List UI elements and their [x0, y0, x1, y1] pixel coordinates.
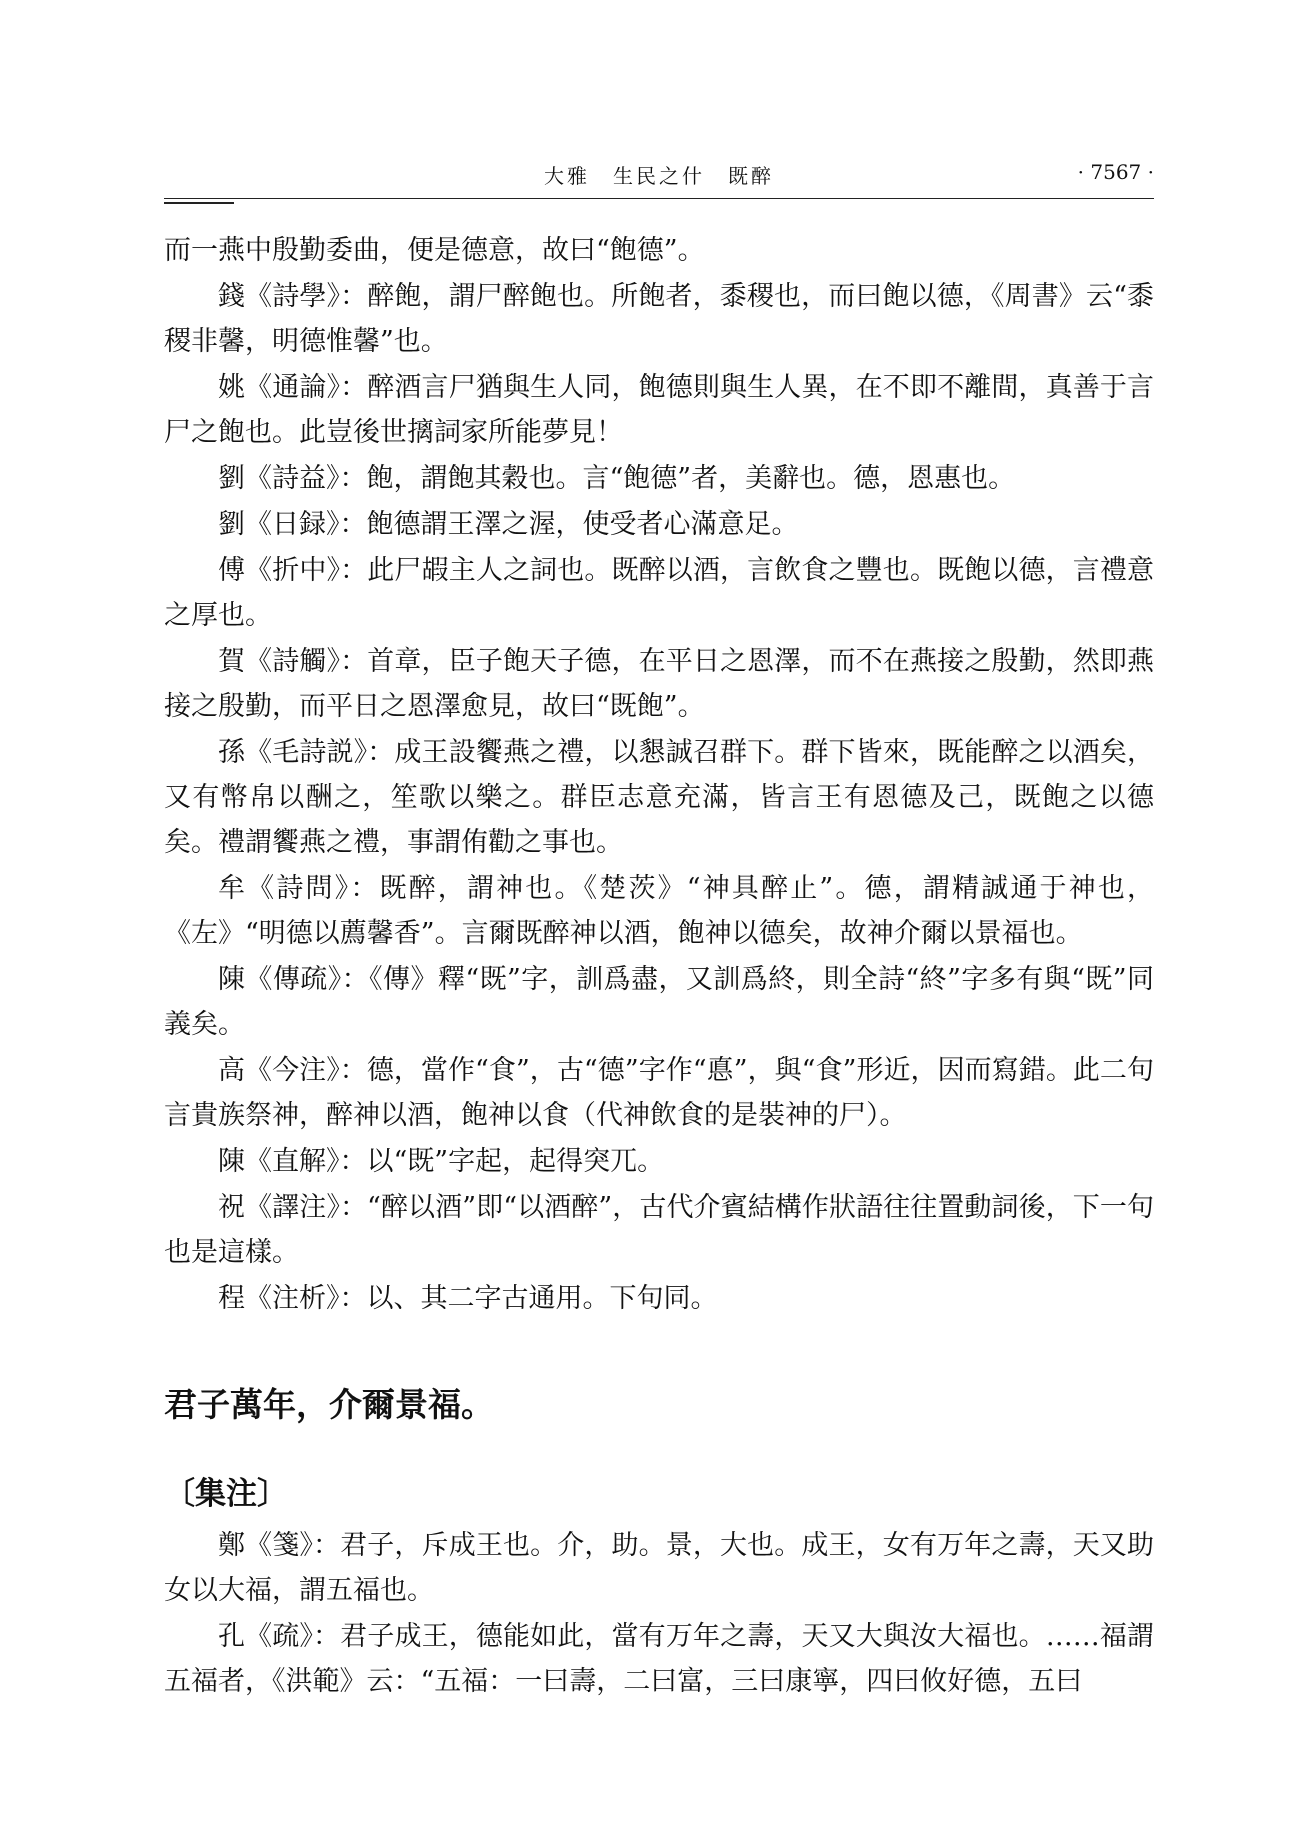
commentary-paragraph: 劉《詩益》：飽，謂飽其穀也。言“飽德”者，美辭也。德，恩惠也。: [218, 463, 1016, 494]
commentary-paragraph: 劉《日録》：飽德謂王澤之渥，使受者心滿意足。: [218, 509, 799, 540]
commentary-paragraph: 而一燕中殷勤委曲，便是德意，故曰“飽德”。: [164, 235, 705, 266]
commentary-paragraph: 陳《傳疏》：《傳》釋“既”字，訓爲盡，又訓爲終，則全詩“終”字多有與“既”同義矣。: [164, 964, 1154, 1040]
commentary-paragraph: 姚《通論》：醉酒言尸猶與生人同，飽德則與生人異，在不即不離間，真善于言尸之飽也。此豈後世摛詞家所能夢見！: [164, 372, 1154, 448]
running-title: 大雅 生民之什 既醉: [544, 164, 774, 188]
commentary-paragraph: 陳《直解》：以“既”字起，起得突兀。: [218, 1146, 665, 1177]
commentary-paragraph: 程《注析》：以、其二字古通用。下句同。: [218, 1283, 718, 1314]
commentary-paragraph: 高《今注》：德，當作“食”，古“德”字作“悳”，與“食”形近，因而寫錯。此二句言貴族祭神，醉神以酒，飽神以食（代神飲食的是裝神的尸）。: [164, 1055, 1154, 1131]
commentary-paragraph: 牟《詩問》：既醉，謂神也。《楚茨》“神具醉止”。德，謂精誠通于神也，《左》“明德以薦馨香”。言爾既醉神以酒，飽神以德矣，故神介爾以景福也。: [164, 873, 1154, 949]
commentary-paragraph: 傅《折中》：此尸嘏主人之詞也。既醉以酒，言飲食之豐也。既飽以德，言禮意之厚也。: [164, 555, 1154, 631]
main-text: [164, 228, 1154, 1705]
verse-line: 君子萬年，介爾景福。: [164, 1385, 494, 1424]
commentary-paragraph: 孫《毛詩説》：成王設饗燕之禮，以懇誠召群下。群下皆來，既能醉之以酒矣，又有幣帛以酬之，笙歌以樂之。群臣志意充滿，皆言王有恩德及己，既飽之以德矣。禮謂饗燕之禮，事謂侑勸之事也。: [164, 737, 1154, 858]
header-rule: [164, 198, 1154, 199]
page-number: · 7567 ·: [1077, 160, 1154, 184]
commentary-paragraph: 孔《疏》：君子成王，德能如此，當有万年之壽，天又大與汝大福也。……福謂五福者，《洪範》云：“五福：一曰壽，二曰富，三曰康寧，四曰攸好德，五曰: [164, 1621, 1154, 1697]
commentary-paragraph: 錢《詩學》：醉飽，謂尸醉飽也。所飽者，黍稷也，而曰飽以德，《周書》云“黍稷非馨，明德惟馨”也。: [164, 281, 1154, 357]
header-rule-accent: [164, 202, 234, 204]
commentary-paragraph: 賀《詩觸》：首章，臣子飽天子德，在平日之恩澤，而不在燕接之殷勤，然即燕接之殷勤，而平日之恩澤愈見，故曰“既飽”。: [164, 646, 1154, 722]
commentary-paragraph: 鄭《箋》：君子，斥成王也。介，助。景，大也。成王，女有万年之壽，天又助女以大福，謂五福也。: [164, 1530, 1154, 1606]
commentary-paragraph: 祝《譯注》：“醉以酒”即“以酒醉”，古代介賓結構作狀語往往置動詞後，下一句也是這樣。: [164, 1192, 1154, 1268]
running-head: [164, 160, 1154, 196]
section-heading-jizhu: 〔集注〕: [164, 1476, 288, 1512]
